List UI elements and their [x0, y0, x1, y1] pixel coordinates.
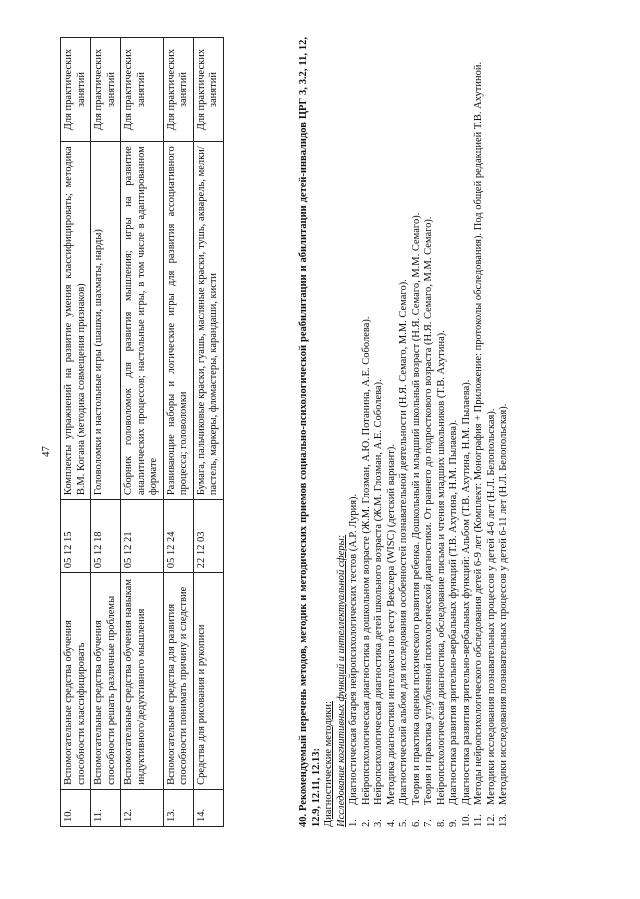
- equipment-table: [60, 37, 224, 827]
- row-description: Головоломки и настольные игры (шашки, шахматы, нарды): [91, 142, 121, 500]
- row-name: Вспомогательные средства обучения навыкам индуктивного/дедуктивного мышления: [121, 573, 164, 790]
- list-item-text: Методика диагностики интеллекта по тесту Векслера (WISC) (детский вариант).: [385, 444, 397, 805]
- list-item: [423, 37, 436, 827]
- list-item-text: Методы нейропсихологического обследования детей 6-9 лет (Комплект: Монография + Приложение: протоколы обследования). Под общей редакцией Т.В. Ахутиной.: [473, 61, 484, 805]
- section-category: Исследование когнитивных функций и интеллектуальной сферы:: [335, 534, 347, 827]
- list-item: [348, 37, 361, 827]
- row-purpose: Для практических занятий: [121, 38, 164, 142]
- row-description: Развивающие наборы и логические игры для развития ассоциативного процесса; головоломки: [163, 142, 193, 500]
- row-code: 05 12 24: [163, 500, 193, 573]
- list-item-number: 5.: [398, 819, 409, 827]
- list-item-text: Нейропсихологическая диагностика, обследование письма и чтения младших школьников (Т.В. Ахутина).: [435, 330, 447, 805]
- row-name: Вспомогательные средства обучения способности решать различные проблемы: [91, 573, 121, 790]
- list-item-text: Методики исследования познавательных процессов у детей 6-11 лет (Н.Л. Белопольская).: [498, 403, 509, 805]
- row-code: 05 12 18: [91, 500, 121, 573]
- row-name: Средства для рисования и рукописи: [193, 573, 223, 790]
- list-item: [498, 37, 511, 827]
- row-purpose: Для практических занятий: [91, 38, 121, 142]
- section-subheading: Диагностические методики:: [323, 701, 334, 827]
- list-item-number: 9.: [448, 819, 459, 827]
- list-item-number: 12.: [485, 813, 497, 827]
- list-item-number: 4.: [385, 819, 397, 827]
- row-purpose: Для практических занятий: [61, 38, 91, 142]
- row-code: 05 12 21: [121, 500, 164, 573]
- list-item-text: Диагностическая батарея нейропсихологических тестов (А.Р. Лурия).: [348, 493, 359, 805]
- list-item-number: 6.: [410, 819, 422, 827]
- list-item-text: Теория и практика углубленной психологической диагностики. От раннего до подросткового возраста (Н.Я. Семаго, М.М. Семаго).: [423, 216, 434, 805]
- row-purpose: Для практических занятий: [193, 38, 223, 142]
- table-row: [91, 38, 121, 827]
- list-item-text: Нейропсихологическая диагностика в дошкольном возрасте (Ж.М. Глозман, А.Ю. Потанина, А.Е. Соболева).: [360, 316, 372, 805]
- section-heading: 40. Рекомендуемый перечень методов, методик и методических приемов социально-психологической реабилитации и абилитации детей-инвалидов ЦРГ 3, 3.2, 11, 12, 12.9, 12.11, 12.13:: [298, 37, 322, 827]
- row-name: Вспомогательные средства для развития способности понимать причину и следствие: [163, 573, 193, 790]
- list-item: [486, 37, 499, 827]
- list-item: [361, 37, 374, 827]
- list-item: [473, 37, 486, 827]
- list-item: [461, 37, 474, 827]
- table-row: [61, 38, 91, 827]
- list-item-number: 3.: [373, 819, 384, 827]
- list-item: [411, 37, 424, 827]
- row-description: Бумага, пальчиковые краски, гуашь, масляные краски, тушь, акварель, мелки/пастель, маркеры, фломастеры, карандаши, кисти: [193, 142, 223, 500]
- list-item-text: Диагностический альбом для исследования особенностей познавательной деятельности (Н.Я. Семаго, М.М. Семаго).: [398, 279, 409, 805]
- row-description: Сборник головоломок для развития мышления; игры на развитие аналитических процессов; настольные игры, в том числе в адаптированном формате: [121, 142, 164, 500]
- page-number: 47: [40, 446, 52, 457]
- row-description: Комплекты упражнений на развитие умения классифицировать; методика В.М. Когана (методика совмещения признаков): [61, 142, 91, 500]
- row-code: 05 12 15: [61, 500, 91, 573]
- row-number: 11.: [91, 789, 121, 826]
- list-item: [448, 37, 461, 827]
- table-row: [163, 38, 193, 827]
- list-item-text: Нейропсихологическая диагностика детей школьного возраста (Ж.М. Глозман, А.Е. Соболева).: [373, 379, 384, 805]
- list-item: [436, 37, 449, 827]
- list-item-text: Диагностика развития зрительно-вербальных функций: Альбом (Т.В. Ахутина, Н.М. Пылаева).: [460, 379, 472, 805]
- row-name: Вспомогательные средства обучения способности классифицировать: [61, 573, 91, 790]
- list-item-number: 8.: [435, 819, 447, 827]
- row-number: 13.: [163, 789, 193, 826]
- row-number: 10.: [61, 789, 91, 826]
- list-item-number: 13.: [498, 813, 509, 827]
- list-item-number: 10.: [460, 813, 472, 827]
- table-row: [193, 38, 223, 827]
- methods-section: [298, 37, 511, 827]
- list-item-number: 11.: [473, 814, 484, 827]
- row-purpose: Для практических занятий: [163, 38, 193, 142]
- row-number: 14.: [193, 789, 223, 826]
- list-item: [398, 37, 411, 827]
- list-item: [373, 37, 386, 827]
- list-item-text: Теория и практика оценки психического развития ребенка. Дошкольный и младший школьный возраст (Н.Я. Семаго, М.М. Семаго).: [410, 212, 422, 805]
- list-item-number: 7.: [423, 819, 434, 827]
- list-item-number: 2.: [360, 819, 372, 827]
- row-code: 22 12 03: [193, 500, 223, 573]
- list-item: [386, 37, 399, 827]
- list-item-text: Диагностика развития зрительно-вербальных функций (Т.В. Ахутина, Н.М. Пылаева).: [448, 419, 459, 805]
- list-item-number: 1.: [348, 819, 359, 827]
- row-number: 12.: [121, 789, 164, 826]
- methods-list: [348, 37, 511, 827]
- table-row: [121, 38, 164, 827]
- list-item-text: Методики исследования познавательных процессов у детей 4-6 лет (Н.Л. Белопольская).: [485, 408, 497, 805]
